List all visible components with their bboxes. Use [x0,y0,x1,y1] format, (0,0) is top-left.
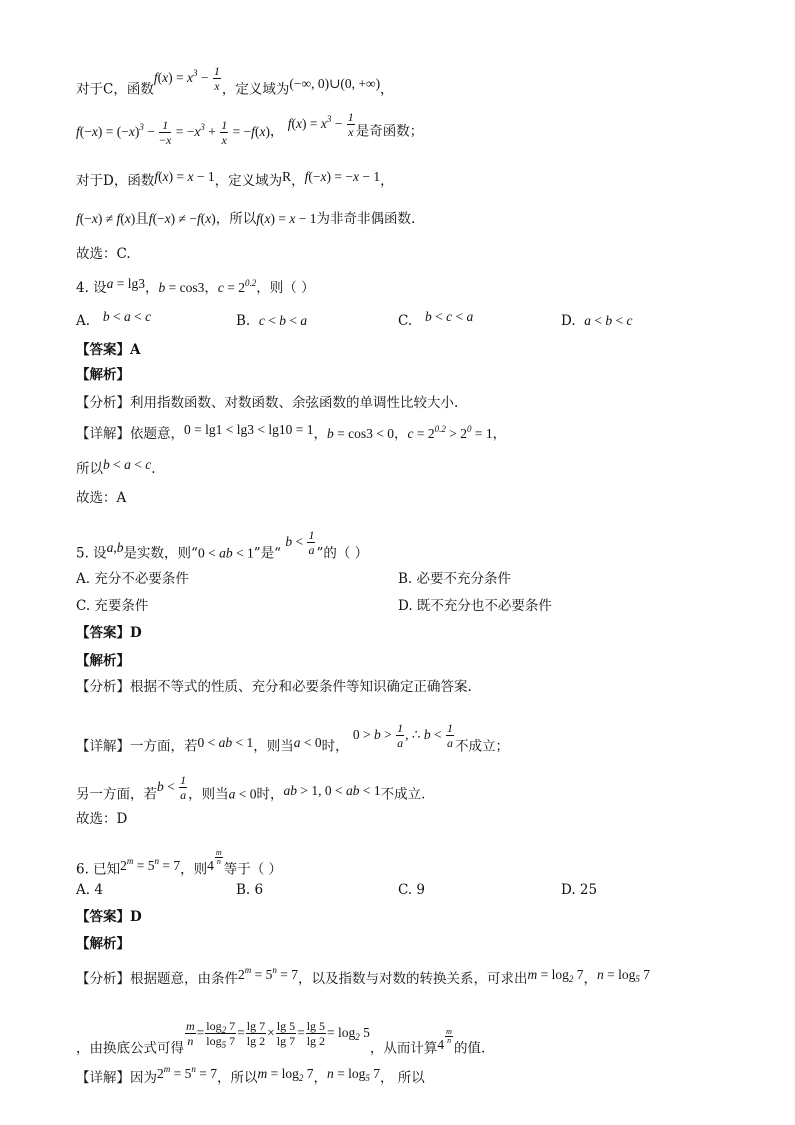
formula-opt-a: b < a < c [102,309,152,324]
q4-fenxi: 【分析】利用指数函数、对数函数、余弦函数的单调性比较大小. [76,395,459,411]
q5-choose: 故选：D [76,811,128,827]
formula-b-lt-1a: b < $\frac{1}{a}$ [285,528,315,557]
formula-a-lt-0-2: a < 0 [228,786,257,802]
formula-ineq-2: f(−x) ≠ −f(x) [148,211,216,226]
q5-fenxi: 【分析】根据不等式的性质、充分和必要条件等知识确定正确答案. [76,679,472,695]
text: 且 [135,211,149,227]
formula-opt-d: a < b < c [584,313,633,328]
c-line-2 [76,110,424,147]
text: ， [291,173,305,189]
text: ， [145,280,159,296]
text: 等于（ ） [223,861,282,878]
q4-suoyi [76,457,156,478]
text: 时， [321,738,349,755]
formula-fx-d2: f(x) = x − 1 [256,211,317,226]
text: ，则当 [253,738,294,755]
text: B. [236,313,251,329]
q4-option-c [398,309,474,330]
q5-option-a: A. 充分不必要条件 [76,571,189,587]
text: ， [269,123,284,140]
formula-c: $c = 2^{0.2}$ [217,278,257,295]
text: ，则 [180,861,208,878]
formula-result: b < a < c [103,457,152,472]
text: 对于D，函数 [76,173,155,189]
formula-4-mn-b: 4 $^{\frac{m}{n}}$ [437,1027,452,1052]
text: ，定义域为 [214,173,283,189]
q5-option-c: C. 充要条件 [76,598,149,614]
text: 【分析】根据题意，由条件 [76,971,238,987]
text: ，所以 [217,1070,258,1086]
text: C. [398,313,413,329]
formula-a: a = lg3 [106,276,146,291]
text: ”的（ ） [316,545,369,562]
text: 【详解】一方面，若 [76,738,198,755]
text: 4. 设 [76,280,107,296]
text: ， [492,426,507,442]
q6-fenxi-1 [76,965,650,988]
formula-0ab1: 0 < ab < 1 [197,545,254,561]
formula-domain: (−∞, 0)∪(0, +∞) [289,75,381,91]
text: 另一方面，若 [76,786,157,803]
text: ， [583,971,597,987]
q4-option-b [236,312,307,330]
c-line-1 [76,64,394,105]
q6-xiangjie [76,1064,425,1087]
q5-xiangjie-2 [76,773,426,810]
formula-m-log-b: $m = \log_2 7$ [257,1066,314,1083]
formula-a-lt-0: a < 0 [293,734,322,750]
formula-b: b = cos3 [158,280,205,295]
q6-answer: 【答案】D [76,909,142,925]
q4-option-a [76,309,152,330]
q4-option-d [561,312,632,330]
text: ，由换底公式可得 [76,1040,184,1057]
text: ， [380,81,394,98]
formula-ab-gt-1: ab > 1, 0 < ab < 1 [283,782,381,798]
q6-option-b: B. 6 [236,882,264,898]
text: ， [393,426,408,442]
q5-option-b: B. 必要不充分条件 [398,571,512,587]
formula-m-log: $m = \log_2 7$ [527,967,584,984]
q6-analysis: 【解析】 [76,936,130,952]
text: 【详解】因为 [76,1070,157,1086]
q5-stem [76,528,369,569]
text: ，定义域为 [221,81,290,98]
q5-xiangjie-1 [76,721,510,762]
text: 是奇函数； [355,123,424,140]
text: ， [313,1070,327,1086]
formula-ineq-1: f(−x) ≠ f(x) [76,211,136,226]
q4-stem [76,276,315,297]
formula-4-mn: 4 $^{\frac{m}{n}}$ [207,848,222,873]
formula-R: R [282,169,292,184]
formula-b-lt-1a-2: b < $\frac{1}{a}$ [157,773,187,802]
d-line-2 [76,210,415,228]
d-line-1 [76,169,394,190]
text: D. [561,313,576,329]
formula-2m5n7: $2^m = 5^n = 7$ [120,855,181,873]
q4-answer: 【答案】A [76,342,141,358]
formula-0ab1-b: 0 < ab < 1 [197,734,254,750]
text: ，则当 [188,786,229,803]
q4-choose: 故选：A [76,490,127,506]
formula-pow: $c = 2^{0.2} > 2^0 = 1$ [407,424,493,441]
formula-f-neg-x-d: f(−x) = −x − 1 [304,169,381,184]
formula-f-neg-x: $f(-x) = (-x)^3$ − $\frac{1}{-x}$ = $-x^3$ + $\frac{1}{x}$ = −f(x) [76,118,270,147]
text: ，从而计算 [369,1040,438,1057]
text: 时， [256,786,284,803]
formula-0-gt-b: 0 > b > $\frac{1}{a}$ , ∴ b < $\frac{1}{a}$ [352,721,454,750]
q6-stem [76,848,282,879]
text: 对于C，函数 [76,81,154,98]
formula-n-log-b: $n = \log_5 7$ [327,1066,380,1083]
formula-fx: $f(x) = x^3$ − $\frac{1}{x}$ [153,64,220,93]
q5-option-d: D. 既不充分也不必要条件 [398,598,552,614]
formula-opt-b: c < b < a [258,313,308,328]
q6-option-a: A. 4 [76,882,103,898]
text: ， [380,173,394,189]
text: 的值. [453,1040,486,1057]
text: ， [313,426,327,442]
text: 不成立. [380,786,426,803]
formula-fx-2: $f(x) = x^3$ − $\frac{1}{x}$ [287,110,354,139]
formula-cos: b = cos3 < 0 [326,426,394,441]
formula-2m5n7-b: $2^m = 5^n = 7$ [238,965,298,982]
q6-fenxi-2 [76,1018,486,1064]
text: 为非奇非偶函数. [316,211,416,227]
q5-answer: 【答案】D [76,625,142,641]
formula-fx-d: f(x) = x − 1 [154,169,215,184]
formula-n-log: $n = \log_5 7$ [597,967,650,984]
formula-change-base: $\frac{m}{n}$ = $\frac{\log_2 7}{\log_5 7}$ = $\frac{\lg 7}{\lg 2}$ × $\frac{\lg 5}{\lg 7}$ = $\frac{\lg 5}{\lg 2}$ = $\log_2 5$ [186,1018,370,1050]
text: 【详解】依题意， [76,426,184,442]
text: 是实数，则“ [123,545,198,562]
q4-xiangjie [76,422,507,443]
text: 不成立； [455,738,510,755]
text: ，所以 [215,211,257,227]
text: ， [204,280,218,296]
text: ”是“ [253,545,282,562]
formula-lg-chain: 0 = lg1 < lg3 < lg10 = 1 [184,422,314,437]
text: . [151,461,156,477]
answer-c: 故选：C. [76,246,131,262]
q5-analysis: 【解析】 [76,653,130,669]
q4-analysis: 【解析】 [76,367,130,383]
text: ， 所以 [380,1070,425,1086]
text: ，以及指数与对数的转换关系，可求出 [298,971,528,987]
q6-option-d: D. 25 [561,882,598,898]
q6-option-c: C. 9 [398,882,426,898]
text: 所以 [76,461,103,477]
formula-opt-c: b < c < a [425,309,474,324]
text: ，则（ ） [256,280,315,296]
text: 6. 已知 [76,861,121,878]
formula-ab: a,b [106,539,124,555]
formula-2m5n7-c: $2^m = 5^n = 7$ [157,1064,217,1081]
text: A. [76,313,91,329]
text: 5. 设 [76,545,107,562]
